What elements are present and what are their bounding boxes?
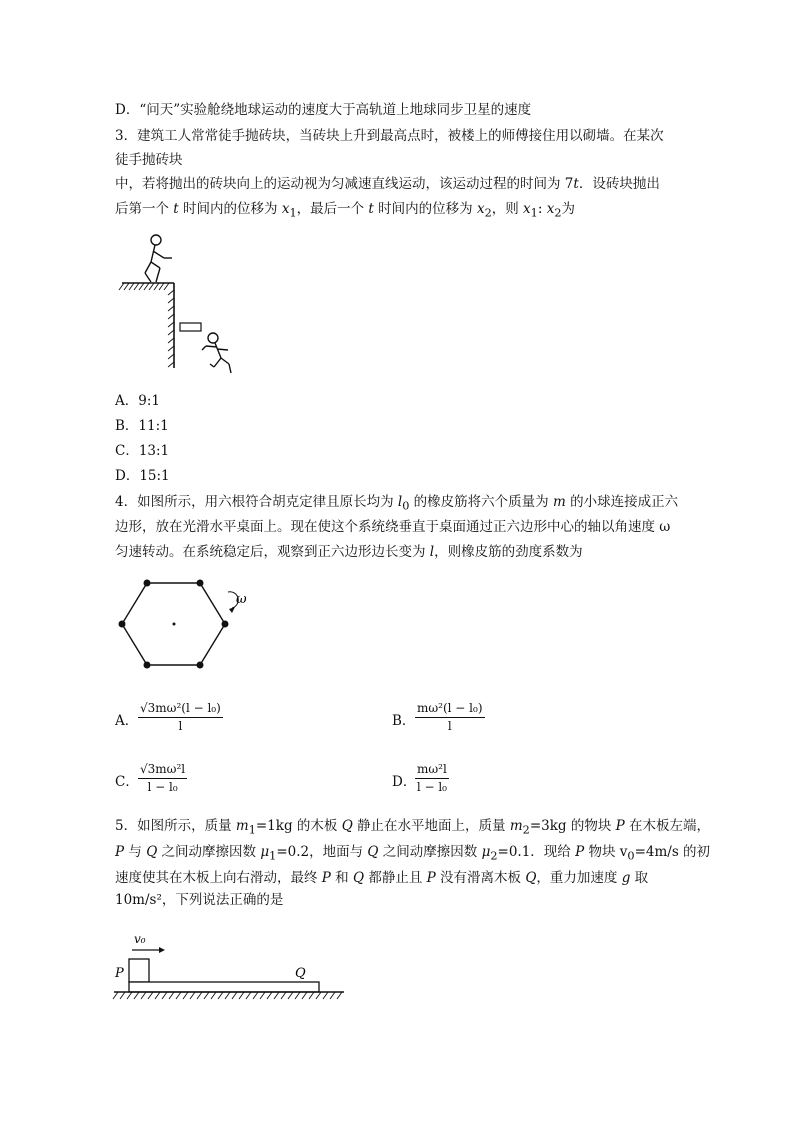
q3-stem-line-2: 徒手抛砖块 bbox=[115, 152, 183, 168]
q4-stem-line-1: 4．如图所示，用六根符合胡克定律且原长均为 $l_0$ 的橡皮筋将六个质量为 m 的小球连接成正六 bbox=[115, 494, 679, 513]
block-p-label: P bbox=[115, 966, 124, 981]
board-q-label: Q bbox=[295, 966, 306, 981]
q5-block-board-figure bbox=[112, 928, 352, 1003]
q4-option-a-denominator: l bbox=[178, 719, 183, 733]
v0-label: v₀ bbox=[134, 932, 146, 946]
omega-label: ω bbox=[236, 592, 247, 607]
board-q bbox=[129, 982, 319, 992]
q4-option-a-numerator: √3mω²(l − l₀) bbox=[138, 700, 223, 718]
q3-stem-line-4: 后第一个 t 时间内的位移为 $x_1$，最后一个 t 时间内的位移为 $x_2$，则 $x_1$: $x_2$为 bbox=[115, 201, 575, 220]
q4-option-d-label: D． bbox=[392, 774, 417, 790]
q4-option-c-label: C． bbox=[115, 774, 139, 790]
q4-option-d-denominator: l − l₀ bbox=[416, 780, 447, 794]
q5-stem-line-3: 速度使其在木板上向右滑动，最终 P 和 Q 都静止且 P 没有滑离木板 Q，重力加速度 g 取 bbox=[115, 870, 649, 886]
q4-option-b-fraction bbox=[415, 700, 485, 735]
q4-option-c-denominator: l − l₀ bbox=[147, 780, 178, 794]
q3-option-a: A．9:1 bbox=[115, 393, 160, 409]
q4-stem-line-3: 匀速转动。在系统稳定后，观察到正六边形边长变为 l，则橡皮筋的劲度系数为 bbox=[115, 544, 583, 560]
q3-option-b: B．11:1 bbox=[115, 418, 169, 434]
q4-option-b-label: B． bbox=[392, 713, 416, 729]
q3-stem-line-3: 中，若将抛出的砖块向上的运动视为匀减速直线运动，该运动过程的时间为 7t．设砖块抛出 bbox=[115, 176, 660, 192]
q4-option-d-numerator: mω²l bbox=[415, 761, 449, 779]
q4-stem-line-2: 边形，放在光滑水平桌面上。现在使这个系统绕垂直于桌面通过正六边形中心的轴以角速度 ω bbox=[115, 519, 671, 535]
q4-hexagon-figure bbox=[115, 578, 255, 678]
block-p bbox=[129, 959, 149, 982]
q5-stem-line-4: 10m/s²，下列说法正确的是 bbox=[115, 892, 284, 908]
q4-option-a-label: A． bbox=[115, 713, 139, 729]
q4-option-c-numerator: √3mω²l bbox=[138, 761, 187, 779]
q2-option-d: D．“问天”实验舱绕地球运动的速度大于高轨道上地球同步卫星的速度 bbox=[115, 102, 532, 118]
q4-option-b-numerator: mω²(l − l₀) bbox=[415, 700, 485, 718]
q3-option-d: D．15:1 bbox=[115, 468, 170, 484]
q4-option-c-fraction bbox=[138, 761, 187, 796]
q5-stem-line-2: P 与 Q 之间动摩擦因数 $\mu_1=0.2$，地面与 Q 之间动摩擦因数 $\mu_2=0.1$．现给 P 物块 $v_0=4m/s$ 的初 bbox=[115, 844, 711, 863]
q5-stem-line-1: 5．如图所示，质量 $m_1=1kg$ 的木板 Q 静止在水平地面上，质量 $m_2=3kg$ 的物块 P 在木板左端， bbox=[115, 818, 711, 837]
q4-option-b-denominator: l bbox=[447, 719, 452, 733]
q3-option-c: C．13:1 bbox=[115, 443, 170, 459]
q4-option-d-fraction bbox=[415, 761, 449, 796]
q3-brick-throw-figure bbox=[118, 228, 243, 378]
q3-stem-line-1: 3．建筑工人常常徒手抛砖块，当砖块上升到最高点时，被楼上的师傅接住用以砌墙。在某次 bbox=[115, 128, 664, 144]
q4-option-a-fraction bbox=[138, 700, 223, 735]
